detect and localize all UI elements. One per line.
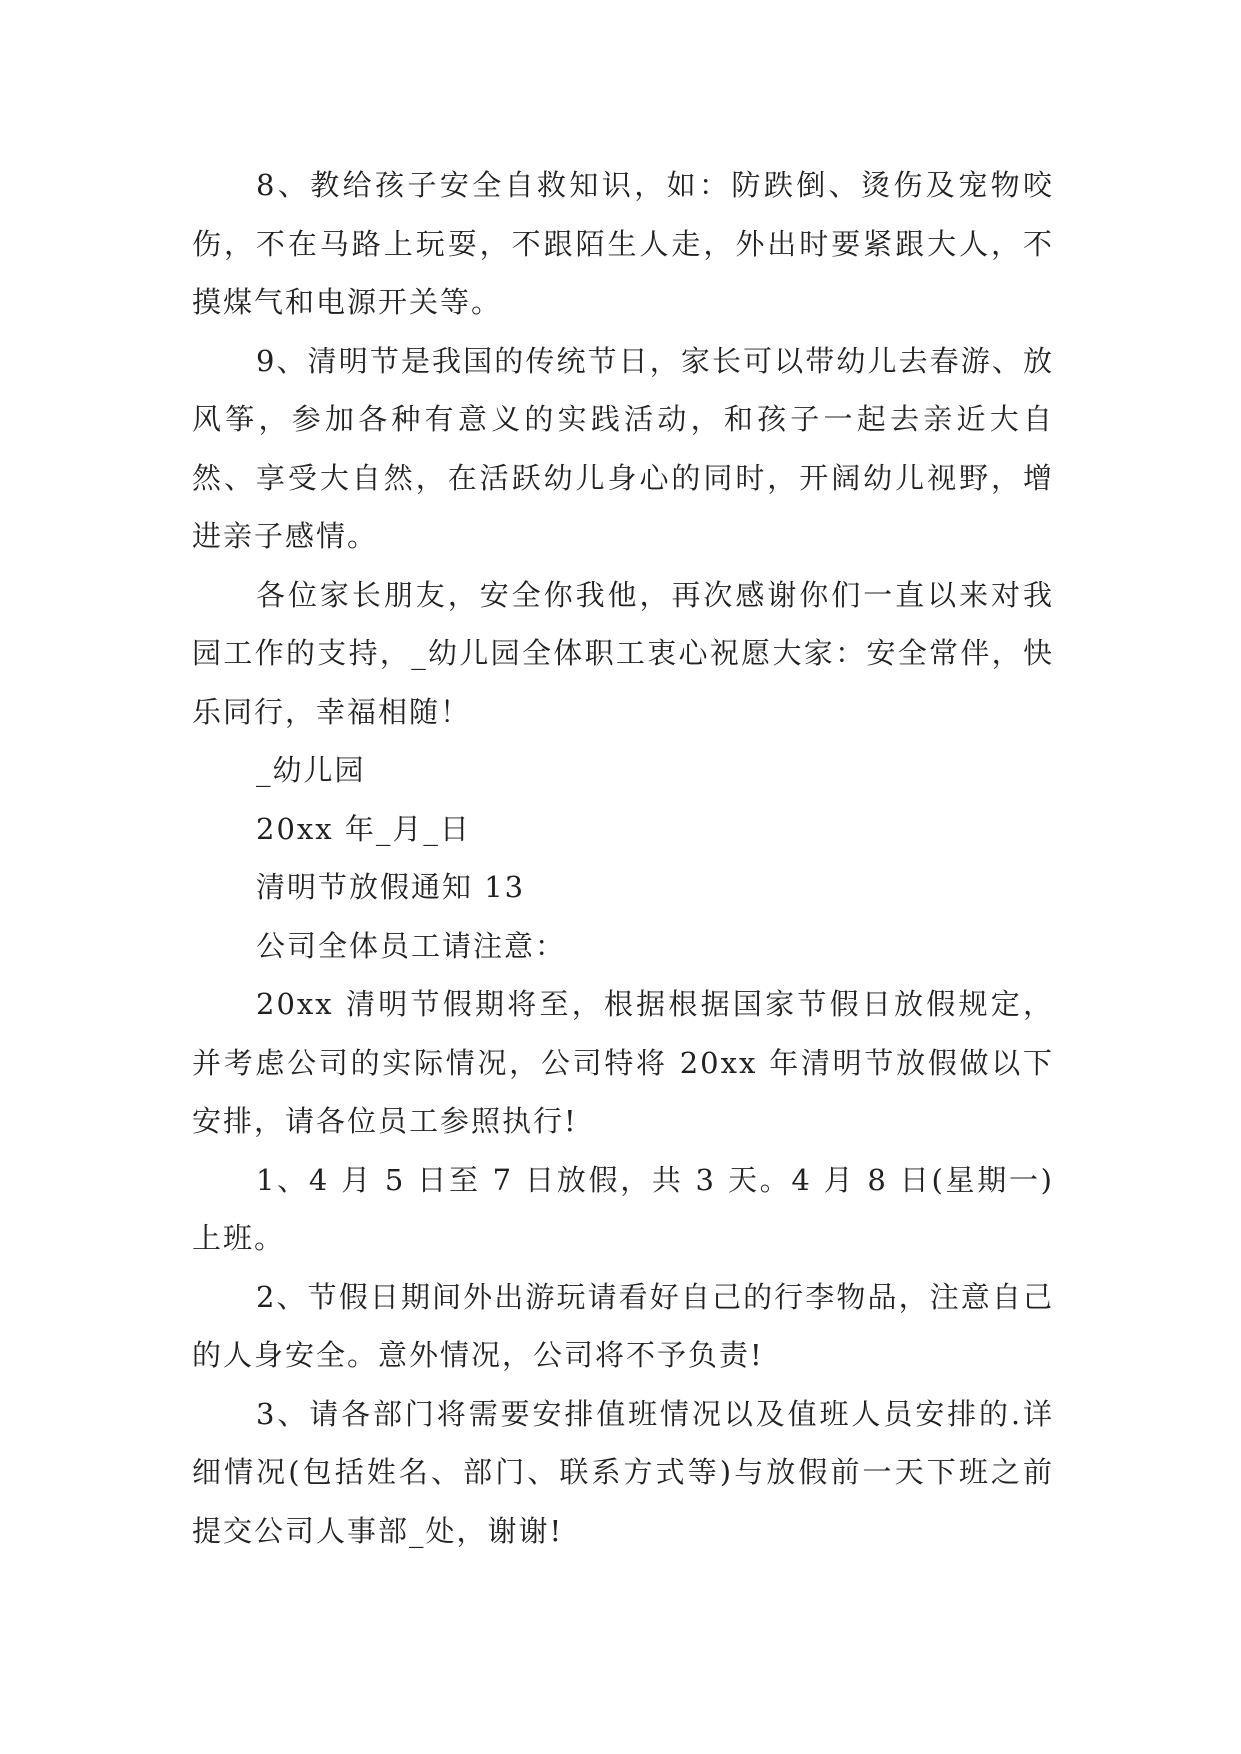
signature-date: 20xx 年_月_日 xyxy=(256,811,471,846)
paragraph-travel-safety: 2、节假日期间外出游玩请看好自己的行李物品，注意自己的人身安全。意外情况，公司将不予负责! xyxy=(192,1279,1054,1372)
paragraph-qingming-activities: 9、清明节是我国的传统节日，家长可以带幼儿去春游、放风筝，参加各种有意义的实践活动，和孩子一起去亲近大自然、享受大自然，在活跃幼儿身心的同时，开阔幼儿视野，增进亲子感情。 xyxy=(192,343,1054,553)
paragraph-safety-tips: 8、教给孩子安全自救知识，如：防跌倒、烫伤及宠物咬伤，不在马路上玩耍，不跟陌生人走，外出时要紧跟大人，不摸煤气和电源开关等。 xyxy=(192,168,1054,319)
notice-salutation: 公司全体员工请注意： xyxy=(256,928,567,963)
paragraph-holiday-intro: 20xx 清明节假期将至，根据根据国家节假日放假规定，并考虑公司的实际情况，公司特将 20xx 年清明节放假做以下安排，请各位员工参照执行! xyxy=(192,987,1054,1138)
paragraph-holiday-dates: 1、4 月 5 日至 7 日放假，共 3 天。4 月 8 日(星期一)上班。 xyxy=(192,1162,1054,1255)
document-body xyxy=(192,156,1054,1560)
notice-title: 清明节放假通知 13 xyxy=(256,870,526,904)
signature-kindergarten: _幼儿园 xyxy=(256,753,366,787)
paragraph-thanks: 各位家长朋友，安全你我他，再次感谢你们一直以来对我园工作的支持，_幼儿园全体职工衷心祝愿大家：安全常伴，快乐同行，幸福相随！ xyxy=(192,577,1054,729)
paragraph-duty-arrangement: 3、请各部门将需要安排值班情况以及值班人员安排的.详细情况(包括姓名、部门、联系方式等)与放假前一天下班之前提交公司人事部_处，谢谢! xyxy=(192,1396,1054,1548)
